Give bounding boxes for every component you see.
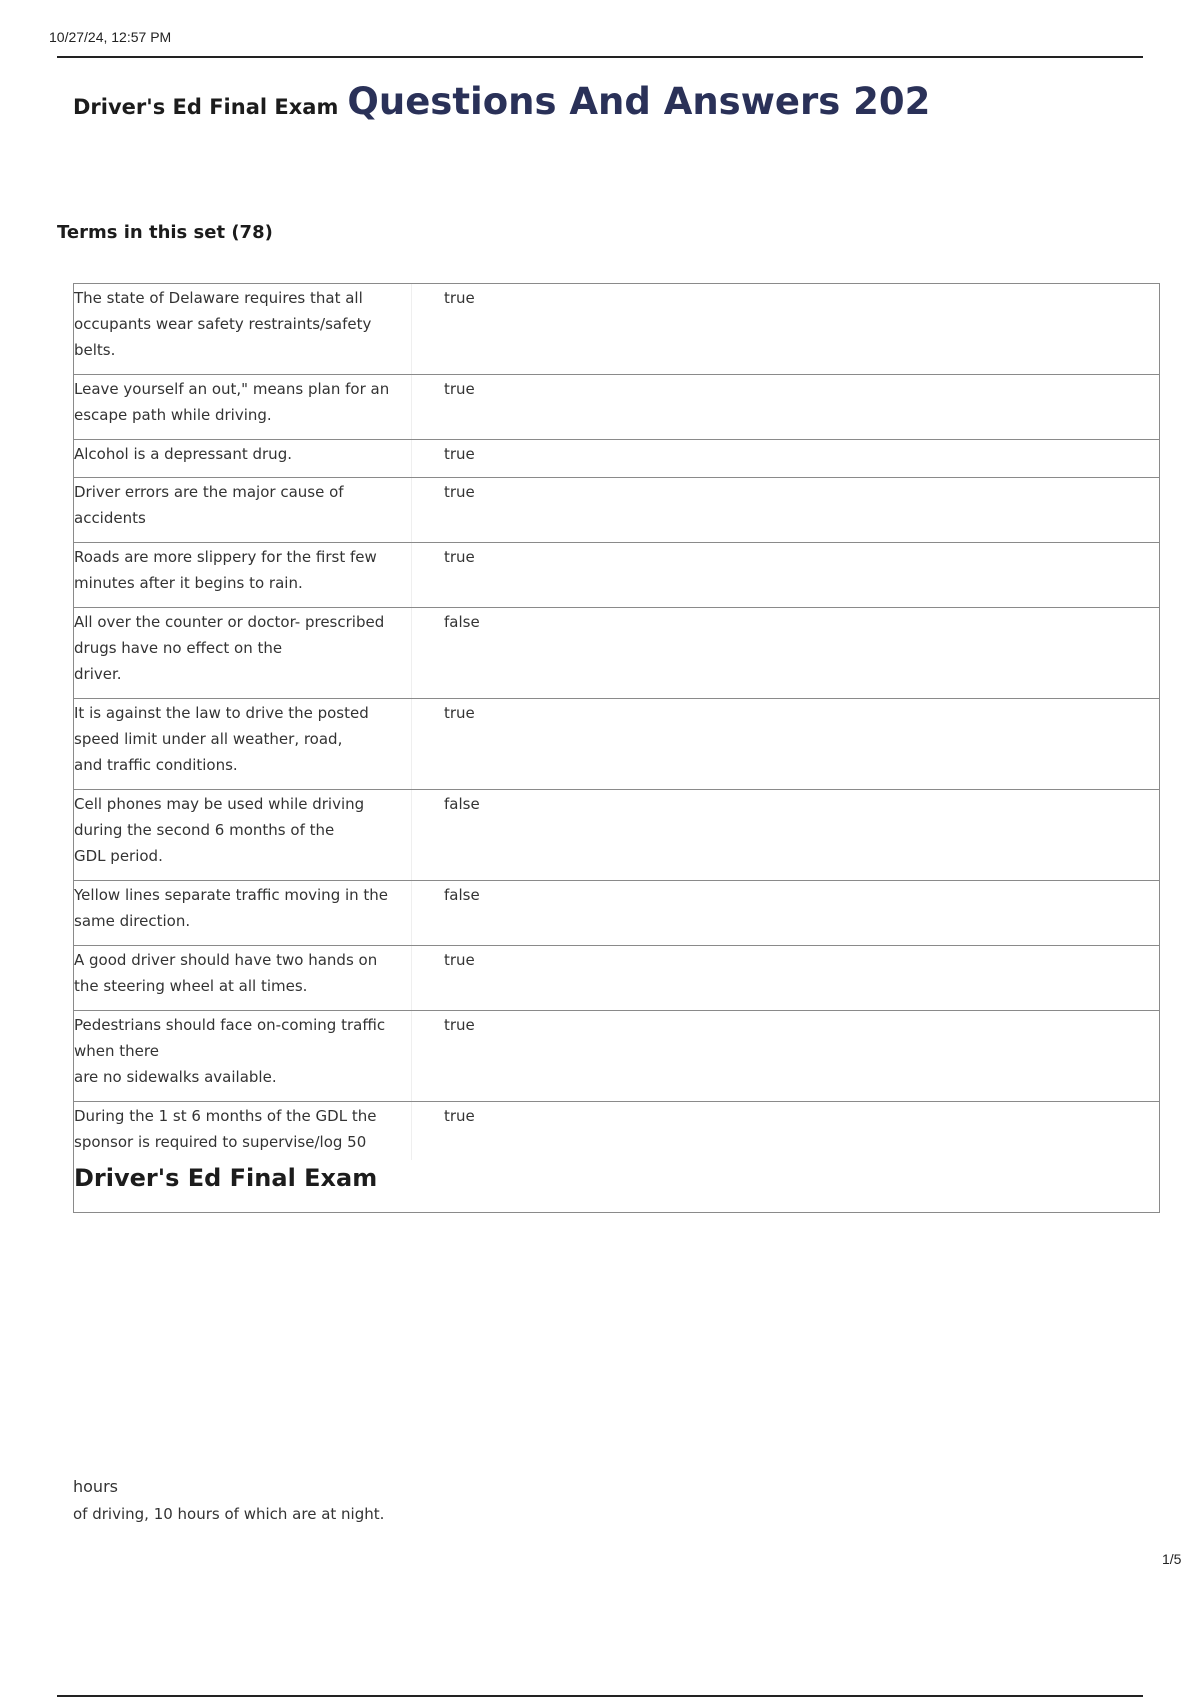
print-timestamp: 10/27/24, 12:57 PM [49, 29, 172, 45]
term-definition: true [444, 445, 475, 463]
top-divider [57, 56, 1143, 58]
bottom-divider [57, 1695, 1143, 1697]
term-definition: true [444, 380, 475, 398]
term-row [74, 284, 1159, 375]
table-footer-title: Driver's Ed Final Exam [74, 1164, 378, 1192]
term-row [74, 440, 1159, 478]
term-text: Pedestrians should face on-coming traffic when there are no sidewalks available. [74, 1011, 412, 1101]
term-definition: true [444, 289, 475, 307]
terms-table [73, 283, 1160, 1213]
page-title-large: Questions And Answers 202 [347, 80, 931, 123]
term-row [74, 699, 1159, 790]
term-text: During the 1 st 6 months of the GDL the sponsor is required to supervise/log 50 [74, 1102, 412, 1160]
term-definition: true [444, 704, 475, 722]
term-row [74, 478, 1159, 543]
term-row [74, 946, 1159, 1011]
term-row [74, 608, 1159, 699]
term-text: Roads are more slippery for the first few minutes after it begins to rain. [74, 543, 412, 607]
term-row [74, 1102, 1159, 1160]
term-row [74, 881, 1159, 946]
term-text: Yellow lines separate traffic moving in the same direction. [74, 881, 412, 945]
term-row [74, 790, 1159, 881]
term-definition: true [444, 548, 475, 566]
term-text: It is against the law to drive the posted speed limit under all weather, road, and traffic conditions. [74, 699, 412, 789]
page-number: 1/5 [1162, 1551, 1182, 1567]
term-definition: true [444, 951, 475, 969]
term-definition: true [444, 1016, 475, 1034]
term-text: The state of Delaware requires that all occupants wear safety restraints/safety belts. [74, 284, 412, 374]
terms-heading: Terms in this set (78) [57, 222, 273, 243]
term-row [74, 375, 1159, 440]
term-row [74, 1011, 1159, 1102]
continued-text-line: of driving, 10 hours of which are at night. [73, 1505, 385, 1523]
continued-text-line: hours [73, 1477, 118, 1496]
term-text: All over the counter or doctor- prescribed drugs have no effect on the driver. [74, 608, 412, 698]
term-definition: false [444, 886, 480, 904]
term-definition: true [444, 1107, 475, 1125]
term-definition: false [444, 795, 480, 813]
term-text: Driver errors are the major cause of accidents [74, 478, 412, 542]
page-title [73, 80, 930, 123]
term-text: Cell phones may be used while driving during the second 6 months of the GDL period. [74, 790, 412, 880]
term-definition: true [444, 483, 475, 501]
term-row [74, 543, 1159, 608]
term-definition: false [444, 613, 480, 631]
page-title-small: Driver's Ed Final Exam [73, 95, 339, 119]
term-text: Leave yourself an out," means plan for an escape path while driving. [74, 375, 412, 439]
term-text: Alcohol is a depressant drug. [74, 440, 412, 477]
term-text: A good driver should have two hands on the steering wheel at all times. [74, 946, 412, 1010]
